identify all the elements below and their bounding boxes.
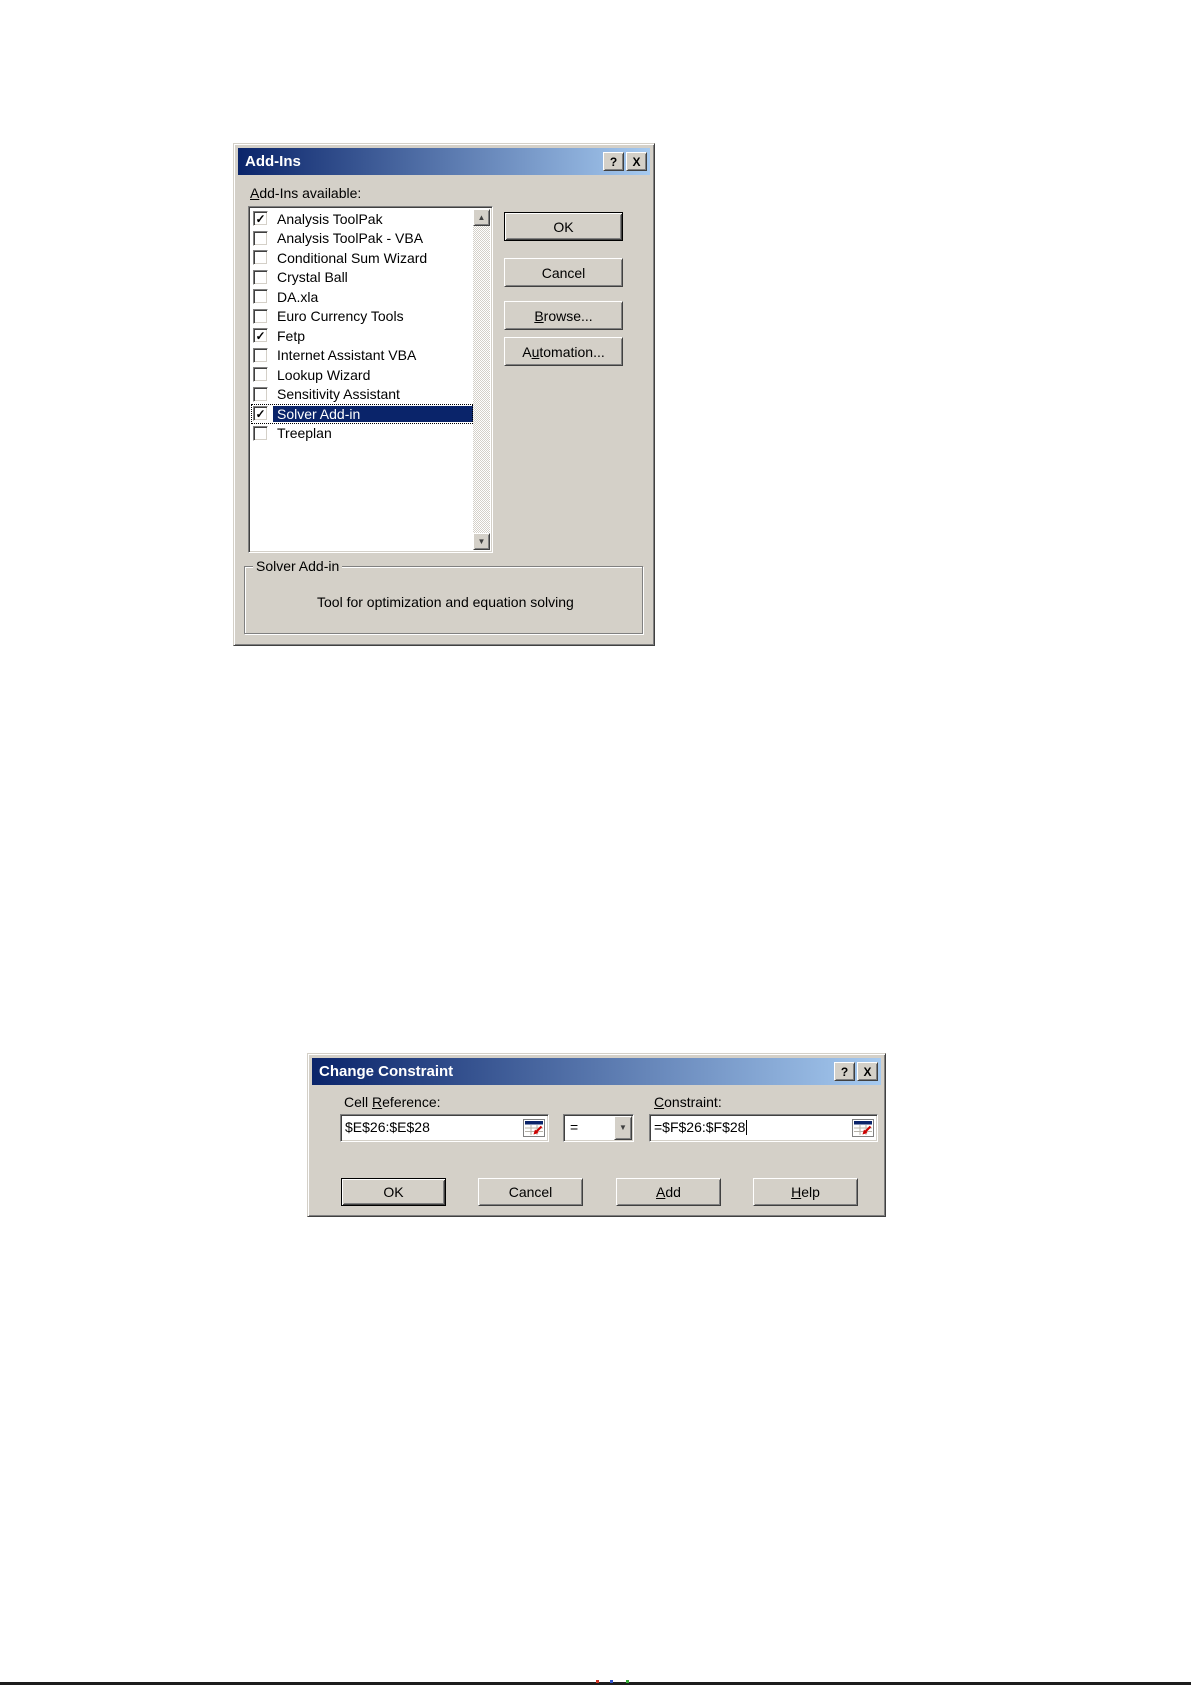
- ok-button[interactable]: OK: [341, 1178, 446, 1206]
- close-icon[interactable]: X: [857, 1062, 878, 1081]
- vertical-scrollbar[interactable]: [473, 209, 490, 550]
- page-edge-artifact: [626, 1680, 629, 1683]
- titlebar-buttons: [603, 152, 647, 171]
- help-icon[interactable]: ?: [834, 1062, 855, 1081]
- dropdown-arrow-icon: ▼: [619, 1123, 627, 1132]
- list-item-label: Analysis ToolPak: [277, 210, 383, 227]
- dropdown-button[interactable]: [614, 1116, 632, 1140]
- text-caret: [746, 1120, 747, 1135]
- constraint-label: Constraint:: [654, 1094, 722, 1110]
- list-item-label: Sensitivity Assistant: [277, 386, 400, 403]
- list-item-label: Euro Currency Tools: [277, 308, 404, 325]
- cancel-button[interactable]: Cancel: [478, 1178, 583, 1206]
- list-item[interactable]: [251, 404, 473, 424]
- unchecked-checkbox[interactable]: [253, 270, 268, 285]
- help-button[interactable]: Help: [753, 1178, 858, 1206]
- automation-button[interactable]: Automation...: [504, 337, 623, 366]
- collapse-dialog-icon[interactable]: [850, 1116, 876, 1140]
- groupbox-description: Tool for optimization and equation solving: [317, 594, 574, 610]
- down-arrow-icon: ▼: [477, 536, 486, 546]
- groupbox-title: Solver Add-in: [253, 558, 342, 574]
- change-constraint-dialog: [307, 1053, 886, 1217]
- cell-reference-value: $E$26:$E$28: [345, 1119, 430, 1135]
- list-item-label: Crystal Ball: [277, 269, 348, 286]
- unchecked-checkbox[interactable]: [253, 231, 268, 246]
- add-button[interactable]: Add: [616, 1178, 721, 1206]
- list-item-label: Internet Assistant VBA: [277, 347, 417, 364]
- addins-listbox[interactable]: [248, 206, 493, 553]
- checked-checkbox[interactable]: ✓: [253, 328, 268, 343]
- list-item[interactable]: [251, 268, 473, 288]
- checked-checkbox[interactable]: ✓: [253, 406, 268, 421]
- unchecked-checkbox[interactable]: [253, 250, 268, 265]
- addins-list-rows: [251, 209, 473, 550]
- list-item-label: Solver Add-in: [273, 406, 473, 422]
- unchecked-checkbox[interactable]: [253, 309, 268, 324]
- operator-value: =: [570, 1119, 579, 1135]
- unchecked-checkbox[interactable]: [253, 426, 268, 441]
- unchecked-checkbox[interactable]: [253, 367, 268, 382]
- scroll-up-button[interactable]: [473, 209, 490, 226]
- list-item[interactable]: [251, 346, 473, 366]
- cell-reference-label: Cell Reference:: [344, 1094, 441, 1110]
- addins-dialog: [233, 143, 655, 646]
- close-icon[interactable]: X: [626, 152, 647, 171]
- constraint-dialog-title: Change Constraint: [319, 1063, 454, 1080]
- constraint-value: =$F$26:$F$28: [654, 1119, 746, 1135]
- list-item[interactable]: [251, 326, 473, 346]
- addins-available-label: Add-Ins available:: [250, 185, 362, 201]
- constraint-input[interactable]: [649, 1114, 878, 1142]
- browse-button[interactable]: Browse...: [504, 301, 623, 330]
- cancel-button[interactable]: Cancel: [504, 258, 623, 287]
- page-edge-artifact: [596, 1680, 599, 1683]
- list-item[interactable]: [251, 424, 473, 444]
- collapse-dialog-icon[interactable]: [521, 1116, 547, 1140]
- list-item[interactable]: [251, 287, 473, 307]
- solver-addin-groupbox: [244, 558, 643, 634]
- list-item-label: DA.xla: [277, 288, 319, 305]
- checked-checkbox[interactable]: ✓: [253, 211, 268, 226]
- constraint-titlebar[interactable]: [312, 1058, 881, 1085]
- list-item-label: Analysis ToolPak - VBA: [277, 230, 424, 247]
- ok-button[interactable]: OK: [504, 212, 623, 241]
- scroll-down-button[interactable]: [473, 533, 490, 550]
- list-item-label: Fetp: [277, 327, 306, 344]
- list-item-label: Conditional Sum Wizard: [277, 249, 428, 266]
- help-icon[interactable]: ?: [603, 152, 624, 171]
- list-item-label: Lookup Wizard: [277, 366, 371, 383]
- unchecked-checkbox[interactable]: [253, 387, 268, 402]
- operator-dropdown[interactable]: [563, 1114, 634, 1142]
- list-item[interactable]: [251, 209, 473, 229]
- list-item[interactable]: [251, 365, 473, 385]
- list-item[interactable]: [251, 248, 473, 268]
- unchecked-checkbox[interactable]: [253, 289, 268, 304]
- list-item[interactable]: [251, 229, 473, 249]
- addins-dialog-title: Add-Ins: [245, 153, 301, 170]
- up-arrow-icon: ▲: [477, 212, 486, 222]
- titlebar-buttons: [834, 1062, 878, 1081]
- addins-titlebar[interactable]: [238, 148, 650, 175]
- list-item[interactable]: [251, 307, 473, 327]
- page-edge-artifact: [610, 1680, 613, 1683]
- unchecked-checkbox[interactable]: [253, 348, 268, 363]
- list-item[interactable]: [251, 385, 473, 405]
- cell-reference-input[interactable]: [340, 1114, 549, 1142]
- list-item-label: Treeplan: [277, 425, 332, 442]
